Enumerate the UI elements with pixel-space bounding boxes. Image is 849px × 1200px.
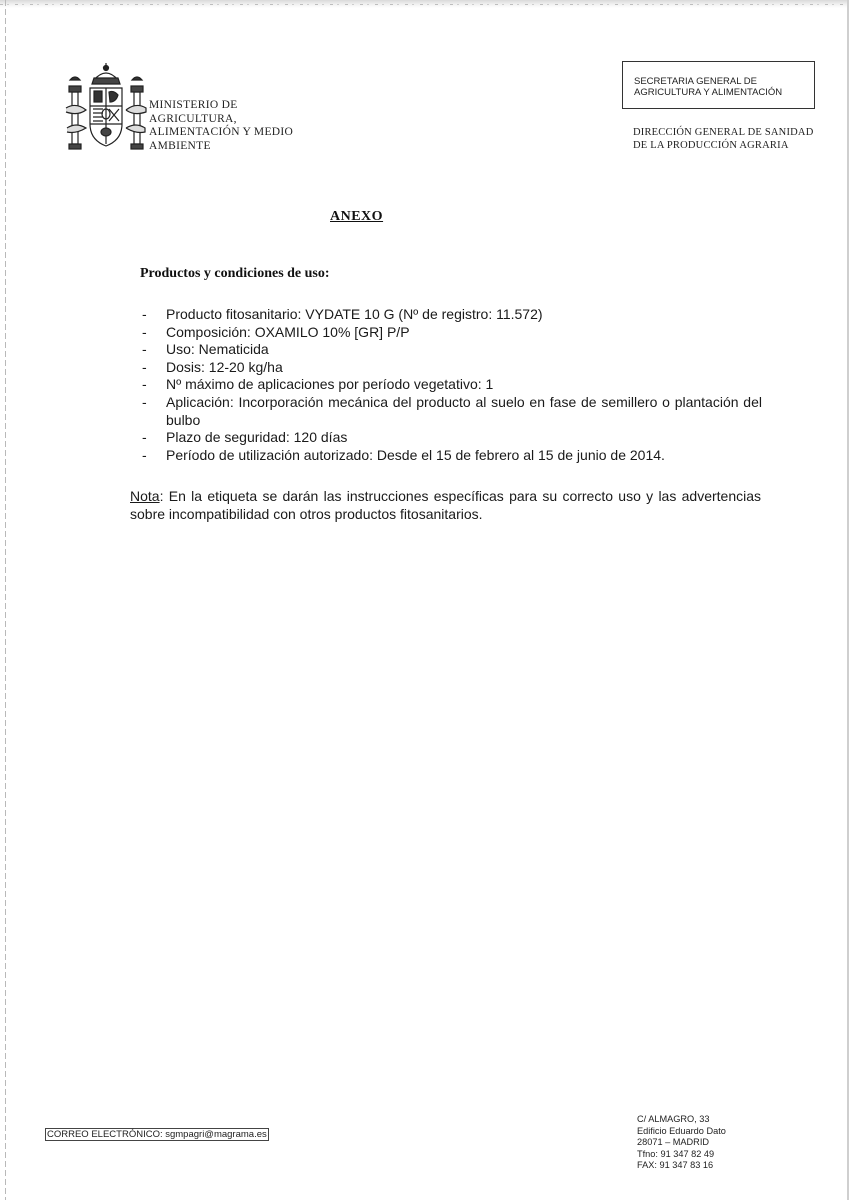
secretaria-box [622,61,815,109]
bullet-dash: - [142,376,147,393]
list-item [142,376,762,394]
list-item-text: Aplicación: Incorporación mecánica del producto al suelo en fase de semillero o plantación del bulbo [166,393,762,428]
spain-coat-of-arms-icon [64,62,148,158]
list-item [142,341,762,359]
direccion-general [633,127,814,152]
list-item [142,429,762,447]
address-line: C/ ALMAGRO, 33 [637,1114,710,1124]
bullet-dash: - [142,358,147,375]
bullet-dash: - [142,323,147,340]
address-line: FAX: 91 347 83 16 [637,1160,714,1170]
list-item-text: Uso: Nematicida [166,341,269,358]
direccion-line: DE LA PRODUCCIÓN AGRARIA [633,139,789,151]
list-item-text: Producto fitosanitario: VYDATE 10 G (Nº de registro: 11.572) [166,306,543,322]
note-paragraph [130,488,761,523]
list-item-text: Nº máximo de aplicaciones por período vegetativo: 1 [166,376,494,393]
ministry-line: MINISTERIO DE [149,99,238,111]
section-subtitle: Productos y condiciones de uso: [140,266,330,281]
ministry-name [149,99,293,153]
list-item-text: Período de utilización autorizado: Desde el 15 de febrero al 15 de junio de 2014. [166,446,665,463]
list-item [142,324,762,342]
list-item [142,447,762,465]
note-text: : En la etiqueta se darán las instrucciones específicas para su correcto uso y las advertencias sobre incompatibilidad con otros productos fitosanitarios. [130,488,761,522]
note-label: Nota [130,488,160,504]
list-item-text: Plazo de seguridad: 120 días [166,429,348,446]
bullet-dash: - [142,429,147,446]
direccion-line: DIRECCIÓN GENERAL DE SANIDAD [633,127,814,138]
secretaria-line: AGRICULTURA Y ALIMENTACIÓN [634,87,783,98]
ministry-line: AMBIENTE [149,139,211,152]
list-item [142,359,762,377]
address-line: Tfno: 91 347 82 49 [637,1148,715,1159]
footer-email: CORREO ELECTRÓNICO: sgmpagri@magrama.es [47,1129,267,1140]
address-line: 28071 – MADRID [637,1137,710,1147]
ministry-line: ALIMENTACIÓN Y MEDIO [149,126,294,138]
document-title: ANEXO [330,209,384,224]
secretaria-line: SECRETARIA GENERAL DE [634,76,758,87]
bullet-dash: - [142,306,147,322]
ministry-line: AGRICULTURA, [149,112,237,125]
conditions-list [142,306,762,464]
list-item-text: Dosis: 12-20 kg/ha [166,358,283,375]
scan-noise-top [0,4,849,5]
bullet-dash: - [142,341,147,358]
list-item [142,394,762,429]
address-line: Edificio Eduardo Dato [637,1125,726,1136]
bullet-dash: - [142,393,147,410]
bullet-dash: - [142,446,147,463]
list-item-text: Composición: OXAMILO 10% [GR] P/P [166,323,410,340]
scan-edge-left [5,0,6,1200]
footer-address [637,1114,726,1172]
list-item [142,306,762,324]
